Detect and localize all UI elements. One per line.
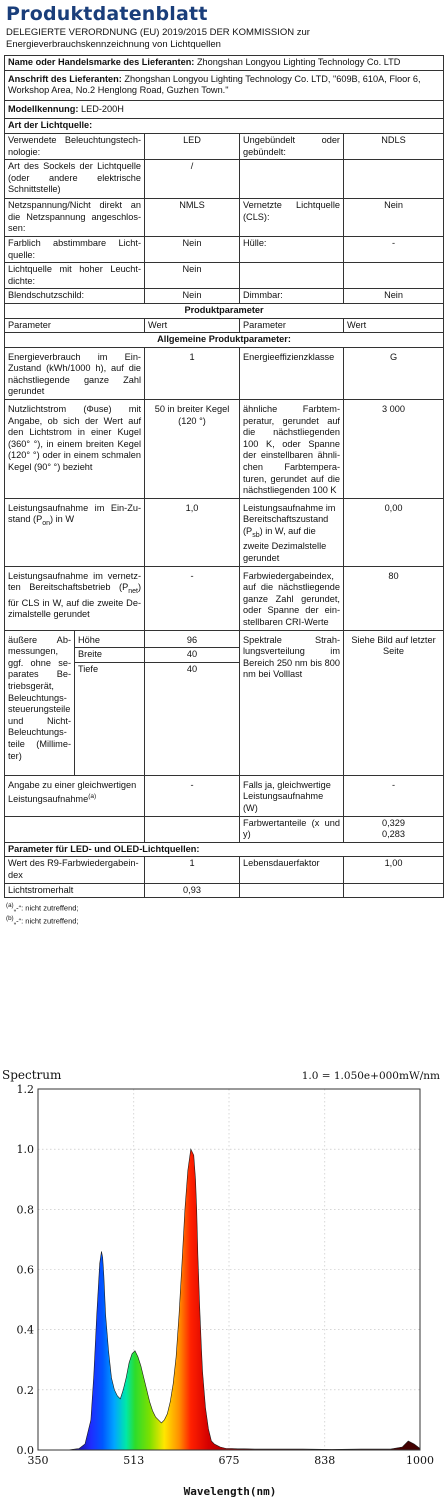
param-row xyxy=(5,498,444,566)
param-value: 1 xyxy=(145,857,240,883)
type-value: NDLS xyxy=(344,133,444,159)
param-value: G xyxy=(344,347,444,399)
type-label: Dimmbar: xyxy=(240,289,344,304)
type-row xyxy=(5,160,444,199)
footnote-a: $^{(a)}$„-“: nicht zutreffend; xyxy=(6,902,79,913)
param-row xyxy=(5,400,444,499)
x-tick-label: 513 xyxy=(123,1454,145,1467)
y-tick-label: 0.2 xyxy=(16,1383,34,1397)
x-axis-label: Wavelength(nm) xyxy=(183,1485,277,1498)
param-value: - xyxy=(145,566,240,630)
param-label: Lebensdauerfaktor xyxy=(240,857,344,883)
params-colhead-row xyxy=(5,318,444,333)
param-row xyxy=(5,857,444,883)
type-value: Nein xyxy=(344,289,444,304)
param-label: Energieeffizienzklasse xyxy=(240,347,344,399)
type-label: Art des Sockels der Lichtquelle (oder andere elektrische Schnittstelle) xyxy=(5,160,145,199)
type-label: Blendschutzschild: xyxy=(5,289,145,304)
column-header: Parameter xyxy=(5,318,145,333)
datasheet xyxy=(4,0,443,926)
regulation-text: DELEGIERTE VERORDNUNG (EU) 2019/2015 DER KOMMISSION zur Energieverbrauchskennzeichnung von Lichtquellen xyxy=(6,27,310,50)
model-label: Modellkennung: xyxy=(8,103,79,114)
column-header: Parameter xyxy=(240,318,344,333)
model-value: LED-200H xyxy=(81,103,124,114)
chart-background xyxy=(0,1065,448,1500)
param-label: Nutzlichtstrom (Φuse) mit Angabe, ob sich der Wert auf den Lichtstrom in einer Kugel (360° °), in einem breiten Kegel (120° °) oder in einem schmalen Kegel (90° °) bezieht xyxy=(5,400,145,499)
param-label: Leistungsaufnahme im Ein-Zustand $(P_{on})$ in W xyxy=(5,498,145,566)
type-row xyxy=(5,289,444,304)
param-label: Leistungsaufnahme im Bereitschaftszustand $(P_{sb})$ in W, auf die zweite Dezimalstelle gerundet xyxy=(240,498,344,566)
param-row xyxy=(5,816,444,842)
y-tick-label: 0.8 xyxy=(16,1203,34,1217)
type-row xyxy=(5,133,444,159)
empty-cell xyxy=(344,883,444,898)
spectrum-label: Spektrale Strahlungsverteilung im Bereich 250 nm bis 800 nm bei Volllast xyxy=(240,630,344,775)
params-heading-row xyxy=(5,303,444,318)
supplier-address-value: Zhongshan Longyou Lighting Technology Co. LTD, "609B, 610A, Floor 6, Workshop Area, No.2 Henglong Road, Guzhen Town." xyxy=(8,73,421,96)
supplier-address-row xyxy=(5,70,444,100)
type-label: Vernetzte Lichtquelle (CLS): xyxy=(240,199,344,237)
depth-value: 40 xyxy=(145,662,240,775)
param-label: Farbwiedergabeindex, auf die nächstliegende ganze Zahl gerundet, oder Spanne der einstellbaren CRI-Werte xyxy=(240,566,344,630)
empty-cell xyxy=(240,883,344,898)
supplier-name-label: Name oder Handelsmarke des Lieferanten: xyxy=(8,57,195,67)
type-label xyxy=(240,263,344,289)
param-label: Falls ja, gleichwertige Leistungsaufnahme (W) xyxy=(240,775,344,816)
dims-row xyxy=(5,630,444,648)
depth-label: Tiefe xyxy=(75,662,145,775)
param-label: Leistungsaufnahme im vernetzten Bereitschaftsbetrieb $(P_{net})$ für CLS in W, auf die zweite Dezimalstelle gerundet xyxy=(5,566,145,630)
dims-label: äußere Abmessungen, ggf. ohne separates Betriebsgerät, Beleuchtungssteuerungsteile und Nicht-Beleuchtungsteile (Millimeter) xyxy=(5,630,75,775)
param-value: 3 000 xyxy=(344,400,444,499)
height-label: Höhe xyxy=(75,630,145,648)
param-label: Wert des R9-Farbwiedergabeindex xyxy=(5,857,145,883)
type-value: Nein xyxy=(344,199,444,237)
spectrum-chart xyxy=(0,1065,448,1500)
height-value: 96 xyxy=(145,630,240,648)
type-heading: Art der Lichtquelle: xyxy=(5,119,444,134)
type-value: - xyxy=(344,236,444,262)
scale-note: 1.0 = 1.050e+000mW/nm xyxy=(301,1070,440,1082)
x-tick-label: 838 xyxy=(314,1454,336,1467)
param-value: - xyxy=(344,775,444,816)
y-tick-label: 0.0 xyxy=(16,1444,34,1457)
param-label: Farbwertanteile (x und y) xyxy=(240,816,344,842)
led-heading-row xyxy=(5,842,444,857)
param-label: ähnliche Farbtemperatur, gerundet auf die nächstliegenden 100 K, oder Spanne der einstellbaren ähnlichen Farbtemperaturen, gerundet auf die nächstliegenden 100 K xyxy=(240,400,344,499)
type-value: Nein xyxy=(145,263,240,289)
model-row xyxy=(5,100,444,119)
x-tick-label: 675 xyxy=(218,1454,240,1467)
chart-title: Spectrum xyxy=(2,1068,62,1082)
param-value: 1,00 xyxy=(344,857,444,883)
width-value: 40 xyxy=(145,648,240,663)
type-label: Netzspannung/Nicht direkt an die Netzspannung angeschlossen: xyxy=(5,199,145,237)
x-tick-label: 350 xyxy=(27,1454,49,1467)
general-heading-row xyxy=(5,333,444,348)
y-tick-label: 0.4 xyxy=(16,1323,34,1337)
type-label: Lichtquelle mit hoher Leuchtdichte: xyxy=(5,263,145,289)
type-value: NMLS xyxy=(145,199,240,237)
y-tick-label: 0.6 xyxy=(16,1263,34,1277)
supplier-name-row xyxy=(5,56,444,71)
param-value: 80 xyxy=(344,566,444,630)
param-row xyxy=(5,566,444,630)
param-row xyxy=(5,775,444,816)
type-row xyxy=(5,199,444,237)
footnotes xyxy=(6,901,443,926)
x-tick-label: 1000 xyxy=(406,1454,434,1467)
type-value: Nein xyxy=(145,236,240,262)
param-label: Lichtstromerhalt xyxy=(5,883,145,898)
param-value: 50 in breiter Kegel (120 °) xyxy=(145,400,240,499)
type-value xyxy=(344,263,444,289)
param-row xyxy=(5,347,444,399)
type-row xyxy=(5,236,444,262)
type-value: LED xyxy=(145,133,240,159)
type-value: Nein xyxy=(145,289,240,304)
page-title: Produktdatenblatt xyxy=(6,3,208,25)
type-row xyxy=(5,263,444,289)
width-label: Breite xyxy=(75,648,145,663)
empty-cell xyxy=(145,816,240,842)
param-value: 1,0 xyxy=(145,498,240,566)
column-header: Wert xyxy=(145,318,240,333)
type-heading-row xyxy=(5,119,444,134)
column-header: Wert xyxy=(344,318,444,333)
supplier-name-value: Zhongshan Longyou Lighting Technology Co. LTD xyxy=(196,57,401,67)
supplier-address-label: Anschrift des Lieferanten: xyxy=(8,73,122,84)
param-label: Energieverbrauch im Ein-Zustand (kWh/1000 h), auf die nächstliegende ganze Zahl gerundet xyxy=(5,347,145,399)
spectrum-value: Siehe Bild auf letzter Seite xyxy=(344,630,444,775)
type-value xyxy=(344,160,444,199)
param-value: 1 xyxy=(145,347,240,399)
type-value: / xyxy=(145,160,240,199)
type-label: Verwendete Beleuchtungstechnologie: xyxy=(5,133,145,159)
datasheet-table xyxy=(4,55,444,898)
led-heading: Parameter für LED- und OLED-Lichtquellen: xyxy=(5,842,444,857)
param-value: 0,00 xyxy=(344,498,444,566)
param-value: - xyxy=(145,775,240,816)
y-tick-label: 1.0 xyxy=(16,1143,34,1157)
param-label: Angabe zu einer gleichwertigen Leistungsaufnahme$^{(a)}$ xyxy=(5,775,145,816)
footnote-b: $^{(b)}$„-“: nicht zutreffend; xyxy=(6,914,79,926)
type-label: Hülle: xyxy=(240,236,344,262)
param-row xyxy=(5,883,444,898)
param-value: 0,329 0,283 xyxy=(344,816,444,842)
params-heading: Produktparameter xyxy=(5,303,444,318)
type-label: Ungebündelt oder gebündelt: xyxy=(240,133,344,159)
param-value: 0,93 xyxy=(145,883,240,898)
type-label: Farblich abstimmbare Lichtquelle: xyxy=(5,236,145,262)
general-heading: Allgemeine Produktparameter: xyxy=(5,333,444,348)
empty-cell xyxy=(5,816,145,842)
type-label xyxy=(240,160,344,199)
y-tick-label: 1.2 xyxy=(16,1083,34,1096)
